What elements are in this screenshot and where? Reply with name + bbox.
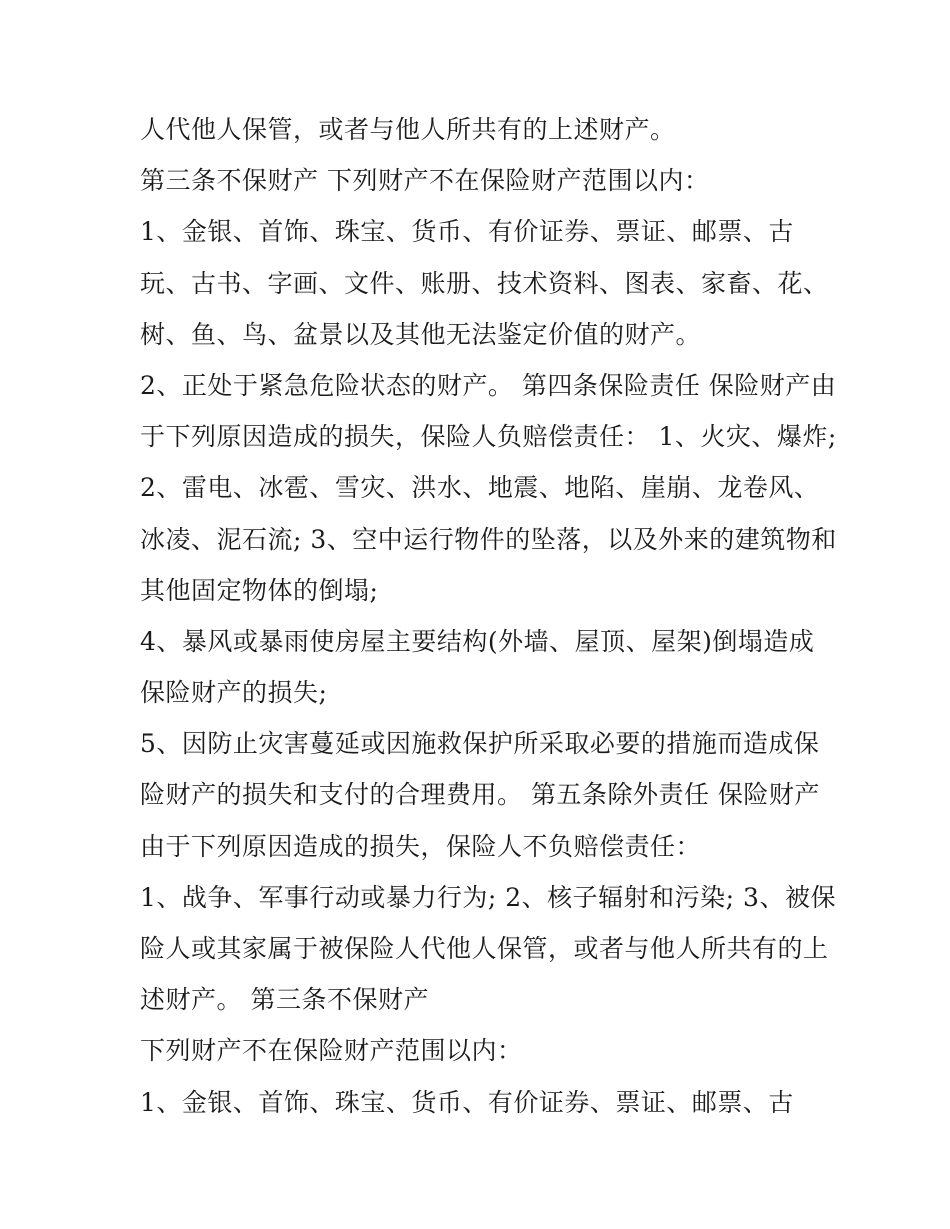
- text-line: 5、因防止灾害蔓延或因施救保护所采取必要的措施而造成保: [140, 729, 820, 759]
- text-line: 由于下列原因造成的损失，保险人不负赔偿责任：: [140, 831, 702, 861]
- text-line: 2、正处于紧急危险状态的财产。 第四条保险责任 保险财产由: [140, 370, 837, 400]
- text-line: 述财产。 第三条不保财产: [140, 985, 429, 1015]
- text-line: 2、雷电、冰雹、雪灾、洪水、地震、地陷、崖崩、龙卷风、: [140, 473, 820, 503]
- text-line: 1、金银、首饰、珠宝、货币、有价证券、票证、邮票、古: [140, 217, 794, 247]
- text-line: 冰凌、泥石流; 3、空中运行物件的坠落，以及外来的建筑物和: [140, 524, 837, 554]
- document-body: [140, 104, 840, 1128]
- text-line: 1、金银、首饰、珠宝、货币、有价证券、票证、邮票、古: [140, 1087, 794, 1117]
- text-line: 1、战争、军事行动或暴力行为; 2、核子辐射和污染; 3、被保: [140, 882, 836, 912]
- text-line: 险人或其家属于被保险人代他人保管，或者与他人所共有的上: [140, 934, 829, 963]
- text-line: 玩、古书、字画、文件、账册、技术资料、图表、家畜、花、: [140, 268, 829, 298]
- text-line: 于下列原因造成的损失，保险人负赔偿责任： 1、火灾、爆炸;: [140, 422, 837, 452]
- text-line: 保险财产的损失;: [140, 678, 328, 708]
- text-line: 树、鱼、鸟、盆景以及其他无法鉴定价值的财产。: [140, 319, 702, 349]
- text-line: 下列财产不在保险财产范围以内：: [140, 1036, 523, 1066]
- text-line: 人代他人保管，或者与他人所共有的上述财产。: [140, 115, 676, 144]
- text-line: 第三条不保财产 下列财产不在保险财产范围以内：: [140, 166, 710, 196]
- text-line: 险财产的损失和支付的合理费用。 第五条除外责任 保险财产: [140, 780, 820, 810]
- text-line: 其他固定物体的倒塌;: [140, 575, 379, 605]
- text-line: 4、暴风或暴雨使房屋主要结构(外墙、屋顶、屋架)倒塌造成: [140, 626, 815, 656]
